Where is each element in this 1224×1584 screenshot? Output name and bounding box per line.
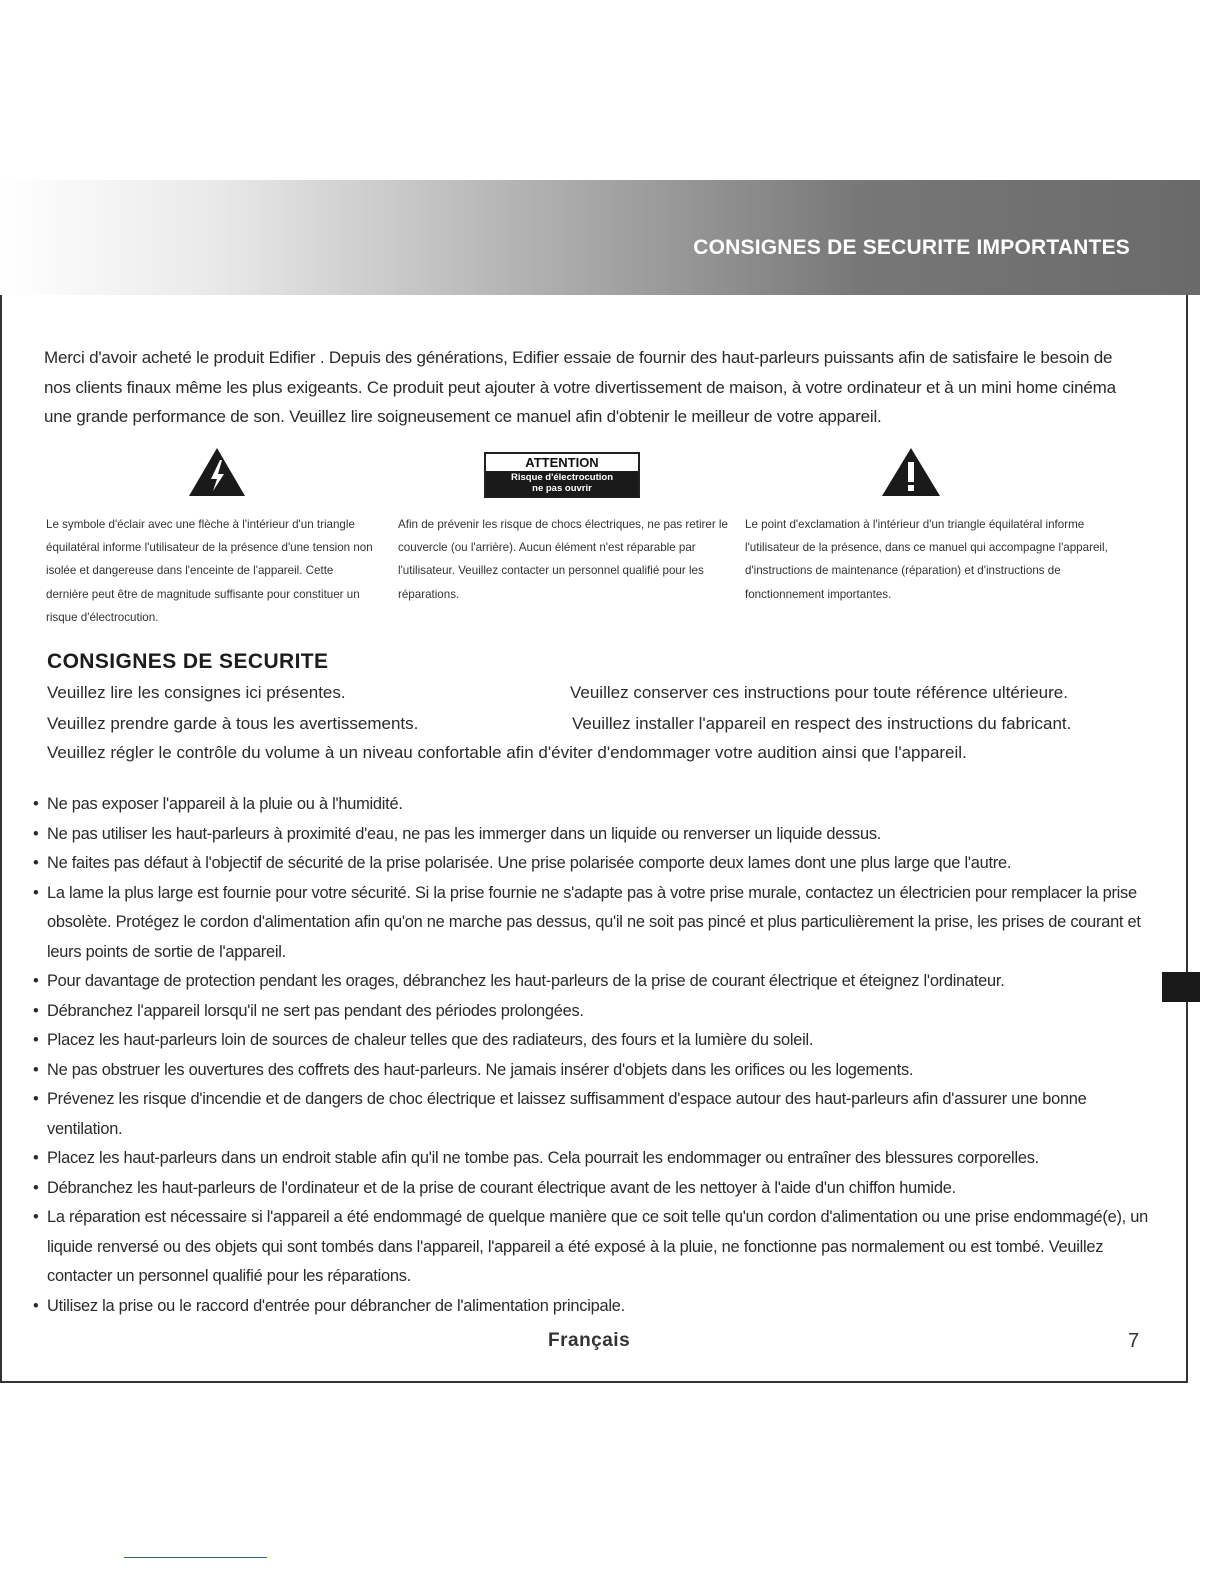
attention-warning	[486, 471, 638, 497]
rule-warnings: Veuillez prendre garde à tous les avertissements.	[47, 714, 419, 733]
footer-language: Français	[548, 1330, 631, 1351]
list-item: • Ne pas obstruer les ouvertures des coffrets des haut-parleurs. Ne jamais insérer d'objets dans les orifices ou les logements.	[33, 1056, 1158, 1086]
attention-heading: ATTENTION	[525, 455, 599, 470]
list-item: • Utilisez la prise ou le raccord d'entrée pour débrancher de l'alimentation principale.	[33, 1292, 1158, 1322]
page-title: CONSIGNES DE SECURITE IMPORTANTES	[693, 236, 1130, 259]
list-item: • La réparation est nécessaire si l'appareil a été endommagé de quelque manière que ce soit telle qu'un cordon d'alimentation ou une prise endommagé(e), un liquide renversé ou des objets qui sont tombés dans l'appareil, l'appareil a été exposé à la pluie, ne fonctionne pas normalement ou est tombé. Veuillez contacter un personnel qualifié pour les réparations.	[33, 1203, 1158, 1292]
list-item: • Ne pas exposer l'appareil à la pluie ou à l'humidité.	[33, 790, 1158, 820]
rule-keep: Veuillez conserver ces instructions pour toute référence ultérieure.	[570, 683, 1068, 702]
bottom-rule	[124, 1557, 267, 1558]
list-item: • Pour davantage de protection pendant les orages, débranchez les haut-parleurs de la prise de courant électrique et éteignez l'ordinateur.	[33, 967, 1158, 997]
list-item: • Débranchez les haut-parleurs de l'ordinateur et de la prise de courant électrique avant de les nettoyer à l'aide d'un chiffon humide.	[33, 1174, 1158, 1204]
rule-read: Veuillez lire les consignes ici présentes.	[47, 683, 346, 702]
rule-volume: Veuillez régler le contrôle du volume à un niveau confortable afin d'éviter d'endommager votre audition ainsi que l'appareil.	[47, 743, 967, 762]
list-item: • Débranchez l'appareil lorsqu'il ne sert pas pendant des périodes prolongées.	[33, 997, 1158, 1027]
safety-section-title: CONSIGNES DE SECURITE	[47, 650, 329, 673]
intro-paragraph: Merci d'avoir acheté le produit Edifier . Depuis des générations, Edifier essaie de fournir des haut-parleurs puissants afin de satisfaire le besoin de nos clients finaux même les plus exigeants. Ce produit peut ajouter à votre divertissement de maison, à votre ordinateur et à un mini home cinéma une grande performance de son. Veuillez lire soigneusement ce manuel afin d'obtenir le meilleur de votre appareil.	[44, 348, 1116, 426]
list-item: • Ne pas utiliser les haut-parleurs à proximité d'eau, ne pas les immerger dans un liquide ou renverser un liquide dessus.	[33, 820, 1158, 850]
attention-line-2: ne pas ouvrir	[532, 483, 592, 494]
list-item: • Ne faites pas défaut à l'objectif de sécurité de la prise polarisée. Une prise polarisée comporte deux lames dont une plus large que l'autre.	[33, 849, 1158, 879]
lightning-description: Le symbole d'éclair avec une flèche à l'intérieur d'un triangle équilatéral informe l'utilisateur de la présence d'une tension non isolée et dangereuse dans l'enceinte de l'appareil. Cette dernière peut être de magnitude suffisante pour constituer un risque d'électrocution.	[46, 518, 373, 624]
lightning-triangle-icon	[187, 446, 247, 498]
rule-install: Veuillez installer l'appareil en respect des instructions du fabricant.	[572, 714, 1072, 733]
list-item: • La lame la plus large est fournie pour votre sécurité. Si la prise fournie ne s'adapte pas à votre prise murale, contactez un électricien pour remplacer la prise obsolète. Protégez le cordon d'alimentation afin qu'on ne marche pas dessus, qu'il ne soit pas pincé et plus particulièrement la prise, les prises de courant et leurs points de sortie de l'appareil.	[33, 879, 1158, 968]
attention-line-1: Risque d'électrocution	[510, 472, 614, 483]
attention-label	[484, 452, 640, 498]
section-tab-marker	[1162, 972, 1200, 1002]
exclamation-triangle-icon	[880, 446, 942, 498]
attention-description: Afin de prévenir les risque de chocs électriques, ne pas retirer le couvercle (ou l'arrière). Aucun élément n'est réparable par l'utilisateur. Veuillez contacter un personnel qualifié pour les réparations.	[398, 518, 728, 601]
list-item: • Placez les haut-parleurs dans un endroit stable afin qu'il ne tombe pas. Cela pourrait les endommager ou entraîner des blessures corporelles.	[33, 1144, 1158, 1174]
list-item: • Placez les haut-parleurs loin de sources de chaleur telles que des radiateurs, des fours et la lumière du soleil.	[33, 1026, 1158, 1056]
list-item: • Prévenez les risque d'incendie et de dangers de choc électrique et laissez suffisamment d'espace autour des haut-parleurs afin d'assurer une bonne ventilation.	[33, 1085, 1158, 1144]
exclamation-description: Le point d'exclamation à l'intérieur d'un triangle équilatéral informe l'utilisateur de la présence, dans ce manuel qui accompagne l'appareil, d'instructions de maintenance (réparation) et d'instructions de fonctionnement importantes.	[745, 518, 1108, 601]
page-number: 7	[1128, 1330, 1140, 1352]
safety-bullet-list	[33, 790, 1158, 1321]
